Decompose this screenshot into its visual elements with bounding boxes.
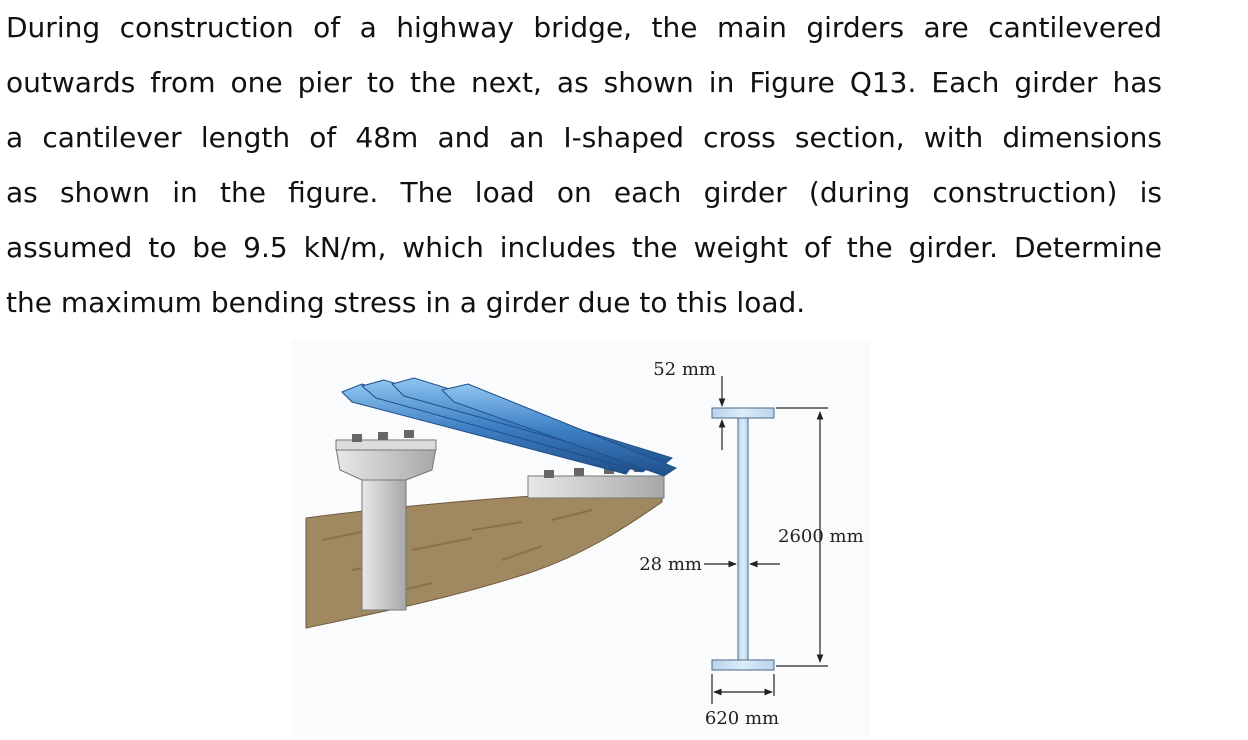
- problem-line: assumed to be 9.5 kN/m, which includes the weight of the girder. Determine: [6, 231, 1162, 264]
- top-flange: [712, 408, 774, 418]
- web-thickness-label: 28 mm: [639, 554, 702, 575]
- height-label: 2600 mm: [778, 526, 864, 547]
- problem-line: as shown in the figure. The load on each girder (during construction) is: [6, 176, 1162, 209]
- pier-cap-top: [336, 440, 436, 450]
- problem-line: During construction of a highway bridge, the main girders are cantilevered: [6, 11, 1162, 44]
- problem-statement: [6, 0, 1162, 330]
- figure-q13: [292, 340, 870, 736]
- problem-line: a cantilever length of 48m and an I-shaped cross section, with dimensions: [6, 121, 1162, 154]
- flange-thickness-label: 52 mm: [653, 359, 716, 380]
- problem-line: the maximum bending stress in a girder due to this load.: [6, 286, 806, 319]
- problem-line: outwards from one pier to the next, as shown in Figure Q13. Each girder has: [6, 66, 1162, 99]
- bottom-flange: [712, 660, 774, 670]
- flange-width-label: 620 mm: [704, 708, 780, 729]
- figure-svg: [292, 340, 870, 736]
- pier-cap-right: [528, 476, 664, 498]
- web: [738, 418, 748, 660]
- pier-column: [362, 470, 406, 610]
